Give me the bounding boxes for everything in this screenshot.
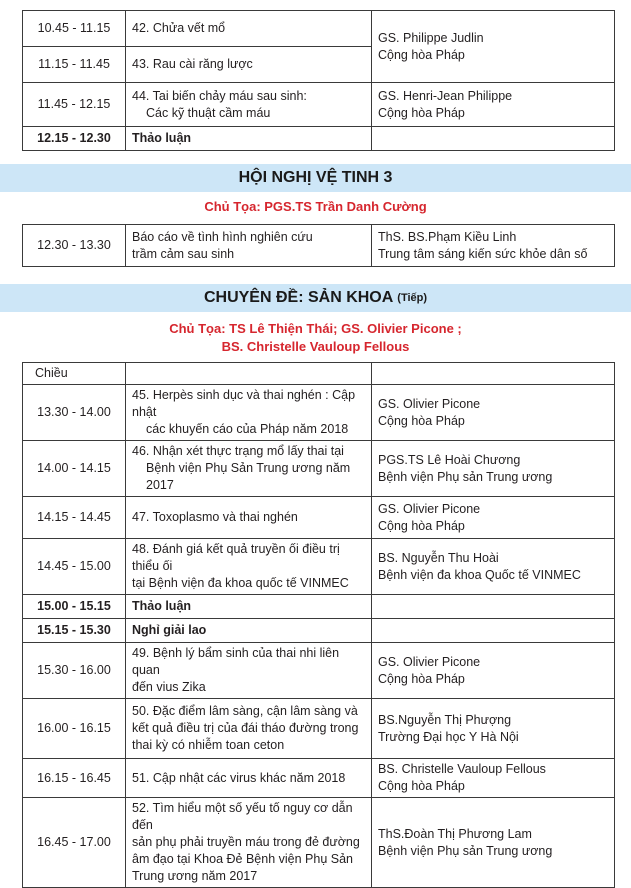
topic-cell: 52. Tìm hiểu một số yếu tố nguy cơ dẫn đến sản phụ phải truyền máu trong đẻ đường âm đạo tại Khoa Đẻ Bệnh viện Phụ Sản Trung ương năm 2017	[126, 798, 372, 888]
session-chair: Chủ Tọa: TS Lê Thiện Thái; GS. Olivier Picone ; BS. Christelle Vauloup Fellous	[169, 321, 462, 354]
section-title: CHUYÊN ĐỀ: SẢN KHOA	[203, 289, 394, 306]
time-cell: 12.30 - 13.30	[23, 225, 126, 267]
table-header-row	[23, 363, 615, 385]
time-cell: 16.00 - 16.15	[23, 699, 126, 759]
table-row	[23, 11, 615, 47]
table-row	[23, 619, 615, 643]
section-title-band	[0, 164, 631, 192]
table-row	[23, 225, 615, 267]
time-cell: 11.15 - 11.45	[23, 47, 126, 83]
topic-cell: 51. Cập nhật các virus khác năm 2018	[126, 759, 372, 798]
table-row	[23, 83, 615, 127]
schedule-table-satellite	[22, 224, 615, 267]
time-cell: 10.45 - 11.15	[23, 11, 126, 47]
speaker-cell: GS. Philippe Judlin Cộng hòa Pháp	[372, 11, 615, 83]
time-cell: 14.15 - 14.45	[23, 497, 126, 539]
table-row	[23, 441, 615, 497]
topic-cell: 44. Tai biến chảy máu sau sinh: Các kỹ thuật cầm máu	[126, 83, 372, 127]
section-title: HỘI NGHỊ VỆ TINH 3	[238, 169, 393, 186]
time-cell: 14.45 - 15.00	[23, 539, 126, 595]
schedule-table-afternoon	[22, 362, 615, 888]
schedule-table-morning	[22, 10, 615, 151]
section-title-band	[0, 284, 631, 312]
table-row	[23, 127, 615, 151]
topic-cell: Nghỉ giải lao	[126, 619, 372, 643]
time-cell: 15.15 - 15.30	[23, 619, 126, 643]
speaker-cell: BS.Nguyễn Thị Phượng Trường Đại học Y Hà Nội	[372, 699, 615, 759]
speaker-cell: GS. Olivier Picone Cộng hòa Pháp	[372, 385, 615, 441]
speaker-cell: BS. Nguyễn Thu Hoài Bệnh viện đa khoa Quốc tế VINMEC	[372, 539, 615, 595]
table-row	[23, 699, 615, 759]
time-cell: 15.30 - 16.00	[23, 643, 126, 699]
speaker-cell: GS. Olivier Picone Cộng hòa Pháp	[372, 497, 615, 539]
topic-cell: 47. Toxoplasmo và thai nghén	[126, 497, 372, 539]
speaker-cell	[372, 127, 615, 151]
speaker-cell: ThS.Đoàn Thị Phương Lam Bệnh viện Phụ sản Trung ương	[372, 798, 615, 888]
speaker-cell: GS. Henri-Jean Philippe Cộng hòa Pháp	[372, 83, 615, 127]
topic-cell: 49. Bệnh lý bẩm sinh của thai nhi liên quan đến vius Zika	[126, 643, 372, 699]
time-cell: 11.45 - 12.15	[23, 83, 126, 127]
table-row	[23, 759, 615, 798]
time-cell: 16.45 - 17.00	[23, 798, 126, 888]
speaker-cell: PGS.TS Lê Hoài Chương Bệnh viện Phụ sản Trung ương	[372, 441, 615, 497]
topic-cell: 45. Herpès sinh dục và thai nghén : Cập nhật các khuyến cáo của Pháp năm 2018	[126, 385, 372, 441]
table-row	[23, 385, 615, 441]
topic-cell: 43. Rau cài răng lược	[126, 47, 372, 83]
topic-cell: 42. Chửa vết mổ	[126, 11, 372, 47]
speaker-cell: BS. Christelle Vauloup Fellous Cộng hòa Pháp	[372, 759, 615, 798]
speaker-cell	[372, 595, 615, 619]
speaker-cell: GS. Olivier Picone Cộng hòa Pháp	[372, 643, 615, 699]
topic-cell: 48. Đánh giá kết quả truyền ối điều trị thiểu ối tại Bệnh viện đa khoa quốc tế VINMEC	[126, 539, 372, 595]
section-title-suffix: (Tiếp)	[397, 292, 428, 304]
speaker-cell	[372, 619, 615, 643]
topic-cell: 46. Nhận xét thực trạng mổ lấy thai tại Bệnh viện Phụ Sản Trung ương năm 2017	[126, 441, 372, 497]
topic-cell: 50. Đặc điểm lâm sàng, cận lâm sàng và kết quả điều trị của đái tháo đường trong thai kỳ có nhiễm toan ceton	[126, 699, 372, 759]
time-cell: 16.15 - 16.45	[23, 759, 126, 798]
table-row	[23, 595, 615, 619]
table-row	[23, 643, 615, 699]
topic-cell: Thảo luận	[126, 127, 372, 151]
table-row	[23, 798, 615, 888]
session-label: Chiều	[23, 363, 126, 385]
table-row	[23, 497, 615, 539]
time-cell: 12.15 - 12.30	[23, 127, 126, 151]
topic-cell: Báo cáo về tình hình nghiên cứu trầm cảm sau sinh	[126, 225, 372, 267]
table-row	[23, 539, 615, 595]
session-chair: Chủ Tọa: PGS.TS Trần Danh Cường	[204, 199, 427, 214]
topic-cell: Thảo luận	[126, 595, 372, 619]
time-cell: 15.00 - 15.15	[23, 595, 126, 619]
speaker-cell: ThS. BS.Phạm Kiều Linh Trung tâm sáng kiến sức khỏe dân số	[372, 225, 615, 267]
time-cell: 13.30 - 14.00	[23, 385, 126, 441]
time-cell: 14.00 - 14.15	[23, 441, 126, 497]
